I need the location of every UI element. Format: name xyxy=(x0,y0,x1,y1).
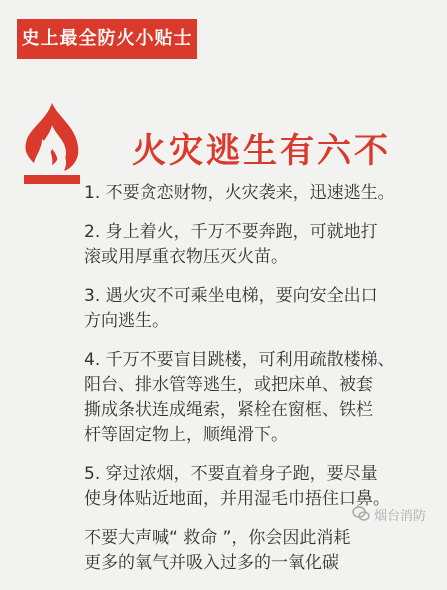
tip-1: 1. 不要贪恋财物，火灾袭来，迅速逃生。 xyxy=(84,183,395,203)
watermark xyxy=(352,503,442,525)
tips-list xyxy=(84,181,434,590)
main-title: 火灾逃生有六不 xyxy=(132,131,391,171)
tip-2: 2. 身上着火，千万不要奔跑，可就地打 滚或用厚重衣物压灭火苗。 xyxy=(84,222,378,267)
tip-3: 3. 遇火灾不可乘坐电梯，要向安全出口 方向逃生。 xyxy=(84,286,378,331)
tip-4: 4. 千万不要盲目跳楼，可利用疏散楼梯、 阳台、排水管等逃生，或把床单、被套 撕成条状连成绳索，紧栓在窗框、铁栏 杆等固定物上，顺绳滑下。 xyxy=(84,350,395,445)
fire-icon xyxy=(18,99,86,189)
tip-6: 不要大声喊“ 救命 ”，你会因此消耗 更多的氧气并吸入过多的一氧化碳 xyxy=(84,528,351,573)
watermark-text: 烟台消防 xyxy=(374,509,427,524)
wechat-icon xyxy=(352,505,370,523)
header-title: 史上最全防火小贴士 xyxy=(21,28,193,49)
header-banner xyxy=(17,19,197,59)
tip-5: 5. 穿过浓烟，不要直着身子跑，要尽量 使身体贴近地面，并用湿毛巾捂住口鼻。 xyxy=(84,464,390,509)
